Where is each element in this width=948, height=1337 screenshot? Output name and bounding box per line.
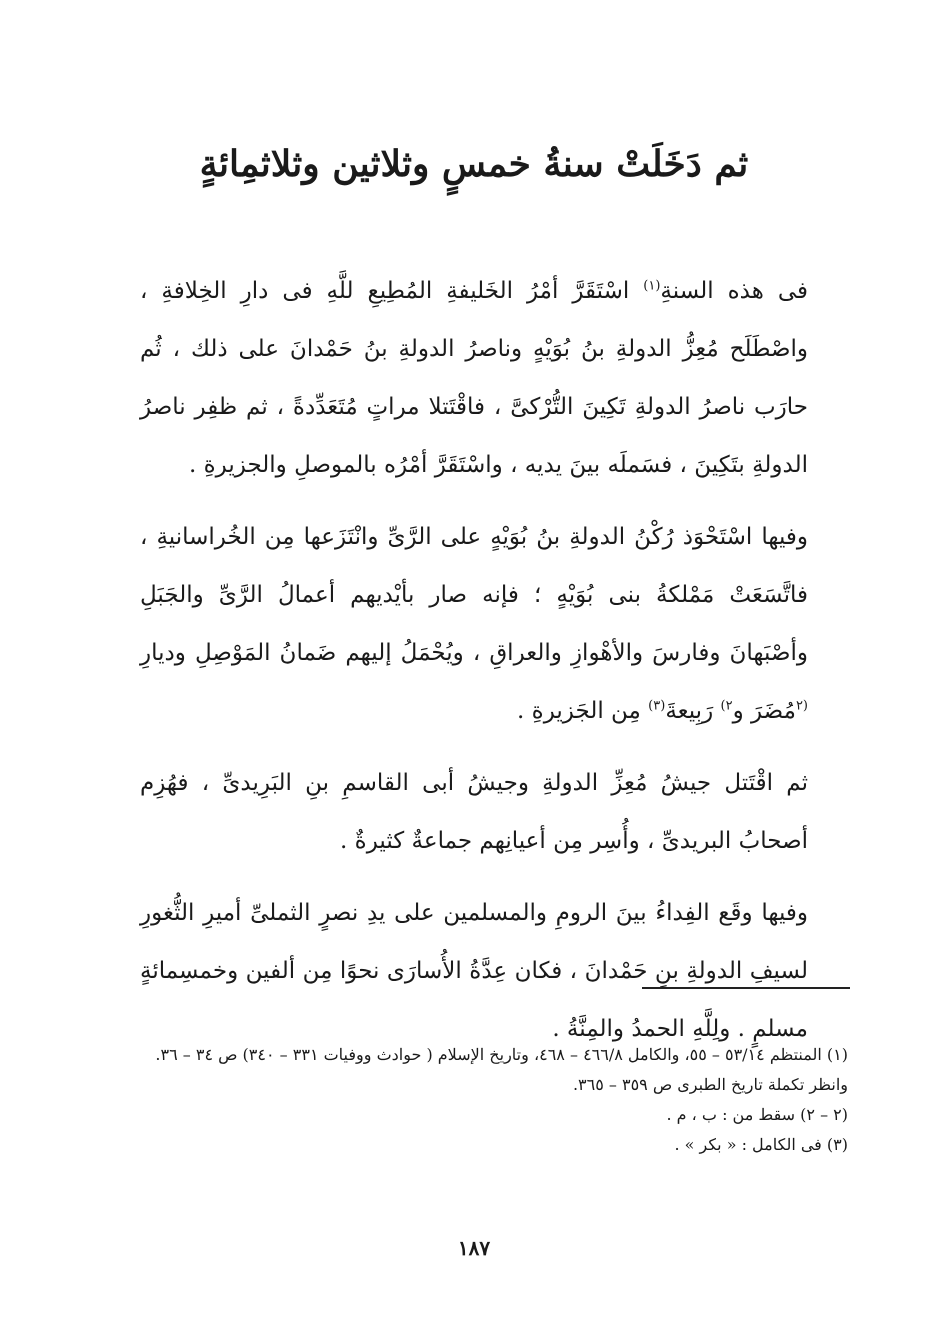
- footnote-1: (١) المنتظم ٥٣/١٤ – ٥٥، والكامل ٤٦٦/٨ – ٤٦٨، وتاريخ الإسلام ( حوادث ووفيات ٣٣١ – ٣٤٠) ص ٣٤ – ٣٦. وانظر تكملة تاريخ الطبرى ص ٣٥٩ – ٣٦٥.: [155, 1045, 848, 1094]
- paragraph-4: وفيها وقَع الفِداءُ بينَ الرومِ والمسلمين على يدِ نصرٍ الثملىِّ أميرِ الثُّغورِ لسيفِ الدولةِ بنِ حَمْدانَ ، فكان عِدَّةُ الأُسارَى نحوًا مِن ألفين وخمسِمائةٍ مسلمٍ . ولِلَّهِ الحمدُ والمِنَّةُ .: [140, 900, 808, 1042]
- page-number: ١٨٧: [457, 1236, 491, 1260]
- paragraph-1: [140, 262, 808, 494]
- footnote-marker-3: (٣): [648, 698, 666, 714]
- footnote-marker-2-open: (٢: [795, 698, 808, 714]
- paragraph-2: [140, 508, 808, 740]
- footnote-2: (٢ – ٢) سقط من : ب ، م .: [666, 1105, 848, 1124]
- paragraph-2-text-a: وفيها اسْتَحْوَذ رُكْنُ الدولةِ بنُ بُوَيْهٍ على الرَّىِّ وانْتَزَعها مِن الخُراسانيةِ ، فاتَّسَعَتْ مَمْلكةُ بنى بُوَيْهٍ ؛ فإنه صار بأيْديهم أعمالُ الرَّىِّ والجَبَلِ وأصْبَهانَ وفارسَ والأهْوازِ والعراقِ ، ويُحْمَلُ إليهم ضَمانُ المَوْصِلِ وديارِ: [140, 524, 808, 666]
- main-text: [140, 262, 808, 1072]
- footnote-3: (٣) فى الكامل : « بكر » .: [674, 1135, 848, 1154]
- footnote-marker-1: (١): [643, 278, 661, 294]
- paragraph-1-text: اسْتَقَرَّ أمْرُ الخَليفةِ المُطِيعِ للَّهِ فى دارِ الخِلافةِ ، واصْطَلَح مُعِزُّ الدولةِ بنُ بُوَيْهٍ وناصرُ الدولةِ بنُ حَمْدانَ على ذلك ، ثُم حارَب ناصرُ الدولةِ تَكِينَ التُّرْكىَّ ، فاقْتَتلا مراتٍ مُتَعَدِّدةً ، ثم ظفِر ناصرُ الدولةِ بتَكِينَ ، فسَملَه بينَ يديه ، واسْتَقَرَّ أمْرُه بالموصلِ والجزيرةِ .: [140, 278, 808, 478]
- footnote-marker-2-close: ٢): [720, 698, 733, 714]
- footnote-separator: [642, 987, 850, 989]
- paragraph-3: ثم اقْتَتل جيشُ مُعِزِّ الدولةِ وجيشُ أبى القاسمِ بنِ البَرِيدىِّ ، فهُزِم أصحابُ البريدىِّ ، وأُسِر مِن أعيانِهم جماعةٌ كثيرةٌ .: [140, 770, 808, 854]
- footnotes: [140, 1040, 848, 1160]
- paragraph-1-opening: فى هذه السنةِ: [660, 278, 808, 304]
- paragraph-2-text-d: مِن الجَزيرةِ .: [517, 698, 649, 724]
- chapter-heading: ثم دَخَلَتْ سنةُ خمسٍ وثلاثين وثلاثمِائةٍ: [199, 143, 749, 185]
- paragraph-2-text-b: مُضَرَ و: [732, 698, 796, 724]
- paragraph-2-text-c: رَبِيعةَ: [665, 698, 721, 724]
